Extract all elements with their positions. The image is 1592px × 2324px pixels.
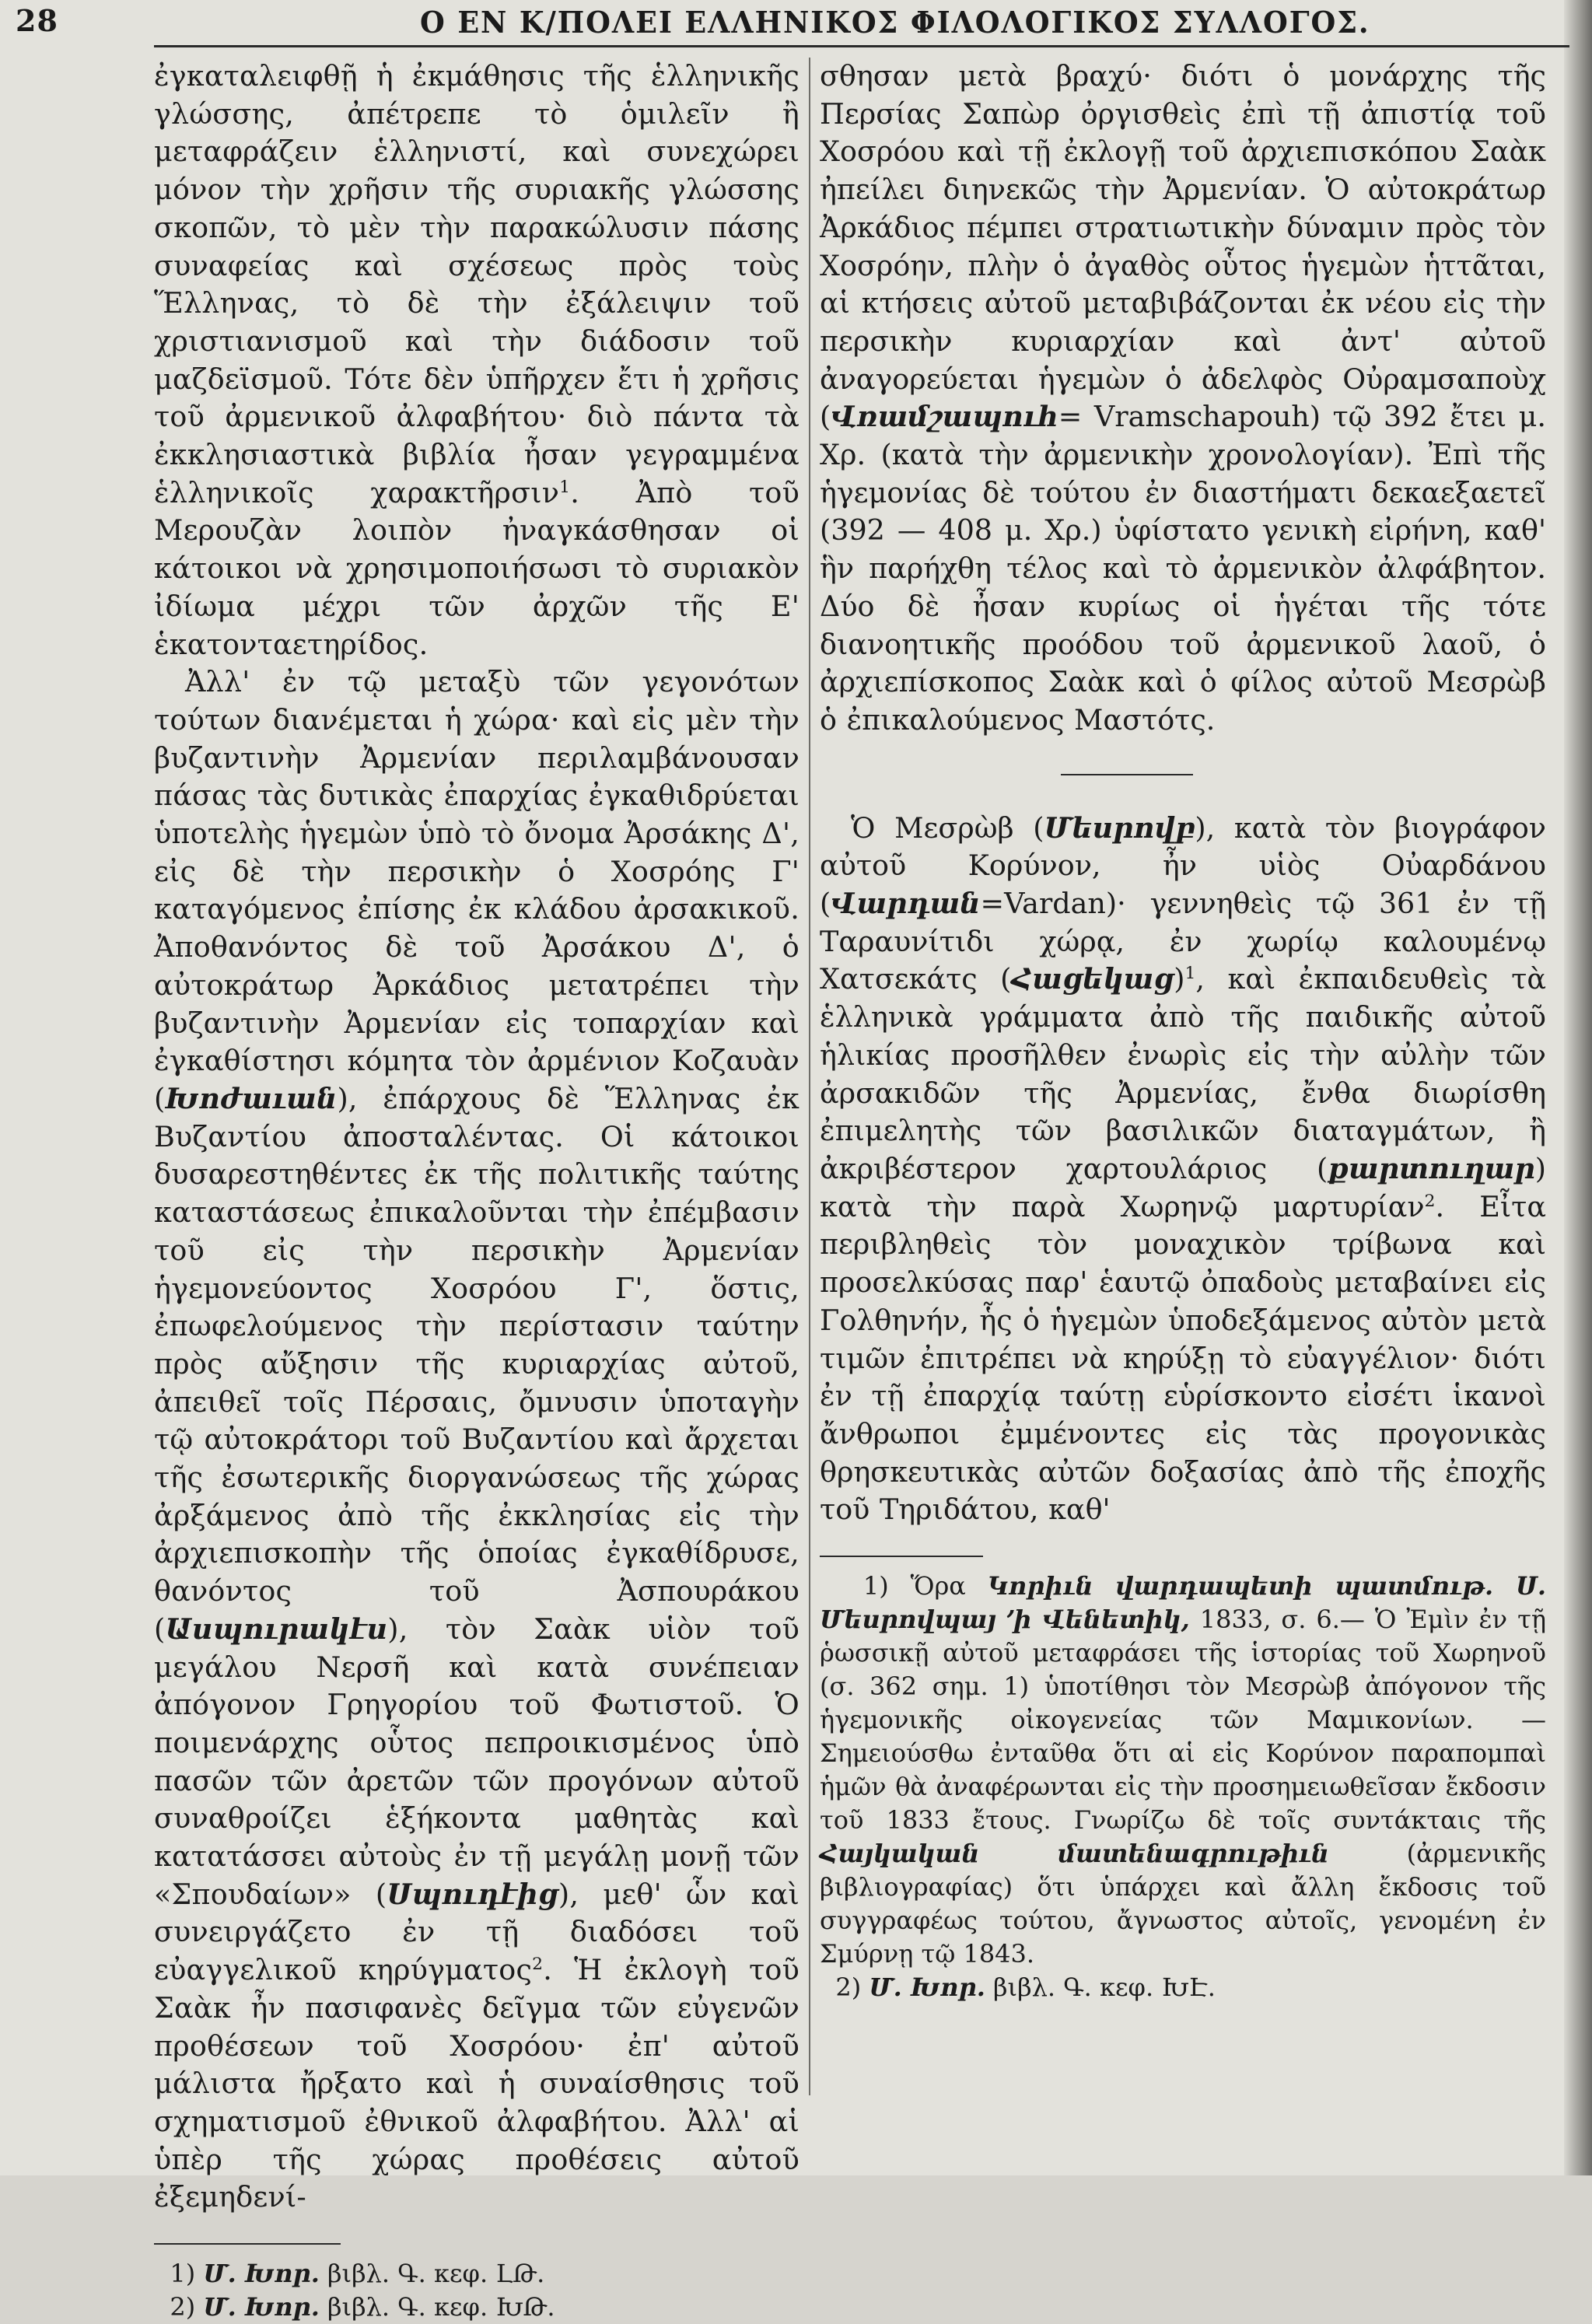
armenian-term: Կորիւն վարդապետի պատմութ. Ս. Մեսրովպայ ՚ի Վենետիկ, — [820, 1571, 1547, 1635]
armenian-term: Մ. Խոր. — [203, 2292, 320, 2322]
book-spine-shadow — [1564, 0, 1592, 2175]
running-title: Ο ΕΝ Κ/ΠΟΛΕΙ ΕΛΛΗΝΙΚΟΣ ΦΙΛΟΛΟΓΙΚΟΣ ΣΥΛΛΟΓΟΣ. — [420, 5, 1370, 40]
footnote-text: βιβλ. Գ. κεφ. ԽԷ. — [993, 1972, 1216, 2003]
footnote-number: 2) — [835, 1972, 862, 2003]
armenian-term: Ասպուրակէս — [165, 1612, 388, 1646]
armenian-term: Մեսրովբ — [1044, 810, 1195, 845]
footnote-2 — [820, 1971, 1546, 2004]
right-footnotes — [820, 1570, 1546, 2004]
text-run: Ὁ Μεσρὼβ ( — [851, 810, 1044, 845]
armenian-term: Մ. Խոր. — [203, 2259, 320, 2289]
text-run: ), κατὰ τὸν βιογράφον αὐτοῦ Κορύνον, ἦν υἱὸς Οὐαρδάνου ( — [820, 810, 1546, 921]
armenian-term: Սպուդէից — [387, 1877, 558, 1911]
right-paragraph-1 — [820, 58, 1546, 740]
text-run: =Vardan)· γεννηθεὶς τῷ 361 ἐν τῇ Ταραυνίτιδι χώρᾳ, ἐν χωρίῳ καλουμένῳ Χατσεκάτς ( — [820, 887, 1546, 996]
text-run: . Ἡ ἐκλογὴ τοῦ Σαὰκ ἦν πασιφανὲς δεῖγμα τῶν εὐγενῶν προθέσεων τοῦ Χοσρόου· ἐπ' αὐτοῦ μάλιστα ἤρξατο καὶ ἡ συναίσθησις τοῦ σχηματισμοῦ ἐθνικοῦ ἀλφαβήτου. Ἀλλ' αἱ ὑπὲρ τῆς χώρας προθέσεις αὐτοῦ ἐξεμηδενί- — [154, 1953, 799, 2214]
footnote-text: βιβλ. Գ. κεφ. ԽԹ. — [327, 2292, 555, 2322]
text-run: ) κατὰ τὴν παρὰ Χωρηνῷ μαρτυρίαν — [820, 1151, 1546, 1223]
armenian-term: Մ. Խոր. — [869, 1972, 985, 2003]
section-separator — [1061, 774, 1193, 775]
page-number: 28 — [16, 3, 58, 38]
footnote-number: 1) — [170, 2259, 196, 2289]
text-run: σθησαν μετὰ βραχύ· διότι ὁ μονάρχης τῆς Περσίας Σαπὼρ ὀργισθεὶς ἐπὶ τῇ ἀπιστίᾳ τοῦ Χοσρόου καὶ τῇ ἐκλογῇ τοῦ ἀρχιεπισκόπου Σαὰκ ἠπείλει διηνεκῶς τὴν Ἀρμενίαν. Ὁ αὐτοκράτωρ Ἀρκάδιος πέμπει στρατιωτικὴν δύναμιν πρὸς τὸν Χοσρόην, πλὴν ὁ ἀγαθὸς οὗτος ἡγεμὼν ἡττᾶται, αἱ κτήσεις αὐτοῦ μεταβιβάζονται ἐκ νέου εἰς τὴν περσικὴν κυριαρχίαν καὶ ἀντ' αὐτοῦ ἀναγορεύεται ἡγεμὼν ὁ ἀδελφὸς Οὐραμσαποὺχ ( — [820, 59, 1546, 434]
footnote-text: 1) Ὅρα — [862, 1571, 988, 1601]
footnote-ref: 1 — [1184, 964, 1196, 984]
footnote-ref: 2 — [532, 1955, 544, 1974]
header-rule — [154, 45, 1569, 47]
text-run: ) — [1174, 962, 1185, 996]
footnote-ref: 2 — [1424, 1191, 1436, 1211]
footnote-separator — [154, 2243, 341, 2245]
page-header — [16, 0, 1563, 40]
left-column — [154, 58, 799, 2324]
column-divider — [809, 58, 810, 2095]
armenian-term: Հայկական մատենագրութիւն — [820, 1839, 1329, 1869]
text-run: , καὶ ἐκπαιδευθεὶς τὰ ἑλληνικὰ γράμματα ἀπὸ τῆς παιδικῆς αὐτοῦ ἡλικίας προσῆλθεν ἐνωρὶς εἰς τὴν αὐλὴν τῶν ἀρσακιδῶν τῆς Ἀρμενίας, ἔνθα διωρίσθη ἐπιμελητὴς τῶν βασιλικῶν διαταγμάτων, ἢ ἀκριβέστερον χαρτουλάριος ( — [820, 962, 1546, 1185]
armenian-term: Խոժաւան — [165, 1081, 338, 1115]
text-run: ), τὸν Σαὰκ υἱὸν τοῦ μεγάλου Νερσῆ καὶ κατὰ συνέπειαν ἀπόγονον Γρηγορίου τοῦ Φωτιστοῦ. Ὁ ποιμενάρχης οὗτος πεπροικισμένος ὑπὸ πασῶν τῶν ἀρετῶν τῶν προγόνων αὐτοῦ συναθροίζει ἑξήκοντα μαθητὰς καὶ κατατάσσει αὐτοὺς ἐν τῇ μεγάλῃ μονῇ τῶν «Σπουδαίων» ( — [154, 1612, 799, 1911]
footnote-1 — [820, 1570, 1546, 1971]
text-run: Ἀλλ' ἐν τῷ μεταξὺ τῶν γεγονότων τούτων διανέμεται ἡ χώρα· καὶ εἰς μὲν τὴν βυζαντινὴν Ἀρμενίαν περιλαμβάνουσαν πάσας τὰς δυτικὰς ἐπαρχίας ἐγκαθιδρύεται ὑποτελὴς ἡγεμὼν ὑπὸ τὸ ὄνομα Ἀρσάκης Δ', εἰς δὲ τὴν περσικὴν ὁ Χοσρόης Γ' καταγόμενος ἐπίσης ἐκ κλάδου ἀρσακικοῦ. Ἀποθανόντος δὲ τοῦ Ἀρσάκου Δ', ὁ αὐτοκράτωρ Ἀρκάδιος μετατρέπει τὴν βυζαντινὴν Ἀρμενίαν εἰς τοπαρχίαν καὶ ἐγκαθίστησι κόμητα τὸν ἀρμένιον Κοζαυὰν ( — [154, 665, 799, 1115]
footnote-text: βιβλ. Գ. κεφ. ԼԹ. — [327, 2259, 545, 2289]
left-paragraph-2 — [154, 663, 799, 2217]
footnote-ref: 1 — [559, 477, 571, 497]
left-footnotes — [154, 2257, 799, 2324]
footnote-separator — [820, 1556, 983, 1557]
footnote-2 — [154, 2291, 799, 2324]
text-run: . Ἀπὸ τοῦ Μερουζὰν λοιπὸν ἠναγκάσθησαν οἱ κάτοικοι νὰ χρησιμοποιήσωσι τὸ συριακὸν ἰδίωμα μέχρι τῶν ἀρχῶν τῆς Ε' ἑκατονταετηρίδος. — [154, 475, 799, 661]
footnote-number: 2) — [170, 2292, 196, 2322]
armenian-term: Վռամշապուհ — [831, 400, 1058, 434]
right-paragraph-2 — [820, 810, 1546, 1529]
armenian-term: քարտուղար — [1328, 1151, 1535, 1185]
armenian-term: Հացեկաց — [1011, 962, 1174, 996]
left-paragraph-1 — [154, 58, 799, 663]
text-run: ), ἐπάρχους δὲ Ἕλληνας ἐκ Βυζαντίου ἀποσταλέντας. Οἱ κάτοικοι δυσαρεστηθέντες ἐκ τῆς πολιτικῆς ταύτης καταστάσεως ἐπικαλοῦνται τὴν ἐπέμβασιν τοῦ εἰς τὴν περσικὴν Ἀρμενίαν ἡγεμονεύοντος Χοσρόου Γ', ὅστις, ἐπωφελούμενος τὴν περίστασιν ταύτην πρὸς αὔξησιν τῆς κυριαρχίας αὐτοῦ, ἀπειθεῖ τοῖς Πέρσαις, ὄμνυσιν ὑποταγὴν τῷ αὐτοκράτορι τοῦ Βυζαντίου καὶ ἄρχεται τῆς ἐσωτερικῆς διοργανώσεως τῆς χώρας ἀρξάμενος ἀπὸ τῆς ἐκκλησίας εἰς τὴν ἀρχιεπισκοπὴν τῆς ὁποίας ἐγκαθίδρυσε, θανόντος τοῦ Ἀσπουράκου ( — [154, 1081, 799, 1646]
text-run: . Εἶτα περιβληθεὶς τὸν μοναχικὸν τρίβωνα καὶ προσελκύσας παρ' ἑαυτῷ ὀπαδοὺς μεταβαίνει εἰς Γολθηνήν, ἧς ὁ ἡγεμὼν ὑποδεξάμενος αὐτὸν μετὰ τιμῶν ἐπιτρέπει νὰ κηρύξῃ τὸ εὐαγγέλιον· διότι ἐν τῇ ἐπαρχίᾳ ταύτῃ εὑρίσκοντο εἰσέτι ἱκανοὶ ἄνθρωποι ἐμμένοντες εἰς τὰς προγονικὰς θρησκευτικὰς αὐτῶν δοξασίας ἀπὸ τῆς ἐποχῆς τοῦ Τηριδάτου, καθ' — [820, 1189, 1546, 1527]
footnote-1 — [154, 2257, 799, 2291]
text-run: ἐγκαταλειφθῇ ἡ ἐκμάθησις τῆς ἑλληνικῆς γλώσσης, ἀπέτρεπε τὸ ὁμιλεῖν ἢ μεταφράζειν ἑλληνιστί, καὶ συνεχώρει μόνον τὴν χρῆσιν τῆς συριακῆς γλώσσης σκοπῶν, τὸ μὲν τὴν παρακώλυσιν πάσης συναφείας καὶ σχέσεως πρὸς τοὺς Ἕλληνας, τὸ δὲ τὴν ἐξάλειψιν τοῦ χριστιανισμοῦ καὶ τὴν διάδοσιν τοῦ μαζδεϊσμοῦ. Τότε δὲν ὑπῆρχεν ἔτι ἡ χρῆσις τοῦ ἀρμενικοῦ ἀλφαβήτου· διὸ πάντα τὰ ἐκκλησιαστικὰ βιβλία ἦσαν γεγραμμένα ἑλληνικοῖς χαρακτῆρσιν — [154, 59, 799, 509]
footnote-text: 1833, σ. 6.— Ὁ Ἐμὶν ἐν τῇ ῥωσσικῇ αὐτοῦ μεταφράσει τῆς ἱστορίας τοῦ Χωρηνοῦ (σ. 362 σημ. 1) ὑποτίθησι τὸν Μεσρὼβ ἀπόγονον τῆς ἡγεμονικῆς οἰκογενείας τῶν Μαμικονίων. — Σημειούσθω ἐνταῦθα ὅτι αἱ εἰς Κορύνον παραπομπαὶ ἡμῶν θὰ ἀναφέρωνται εἰς τὴν προσημειωθεῖσαν ἔκδοσιν τοῦ 1833 ἔτους. Γνωρίζω δὲ τοῖς συντάκταις τῆς — [820, 1605, 1547, 1836]
text-run: ), μεθ' ὧν καὶ συνειργάζετο ἐν τῇ διαδόσει τοῦ εὐαγγελικοῦ κηρύγματος — [154, 1877, 799, 1987]
footnote-text: (ἀρμενικῆς βιβλιογραφίας) ὅτι ὑπάρχει καὶ ἄλλη ἔκδοσις τοῦ συγγραφέως τούτου, ἄγνωστος αὐτοῖς, γενομένη ἐν Σμύρνῃ τῷ 1843. — [820, 1839, 1547, 1969]
text-run: = Vramschapouh) τῷ 392 ἔτει μ. Χρ. (κατὰ τὴν ἀρμενικὴν χρονολογίαν). Ἐπὶ τῆς ἡγεμονίας δὲ τούτου ἐν διαστήματι δεκαεξαετεῖ (392 — 408 μ. Χρ.) ὑφίστατο γενικὴ εἰρήνη, καθ' ἣν παρήχθη τέλος καὶ τὸ ἀρμενικὸν ἀλφάβητον. Δύο δὲ ἦσαν κυρίως οἱ ἡγέται τῆς τότε διανοητικῆς προόδου τοῦ ἀρμενικοῦ λαοῦ, ὁ ἀρχιεπίσκοπος Σαὰκ καὶ ὁ φίλος αὐτοῦ Μεσρὼβ ὁ ἐπικαλούμενος Μαστότς. — [820, 400, 1546, 737]
right-column — [820, 58, 1546, 2004]
armenian-term: Վարդան — [831, 887, 981, 921]
